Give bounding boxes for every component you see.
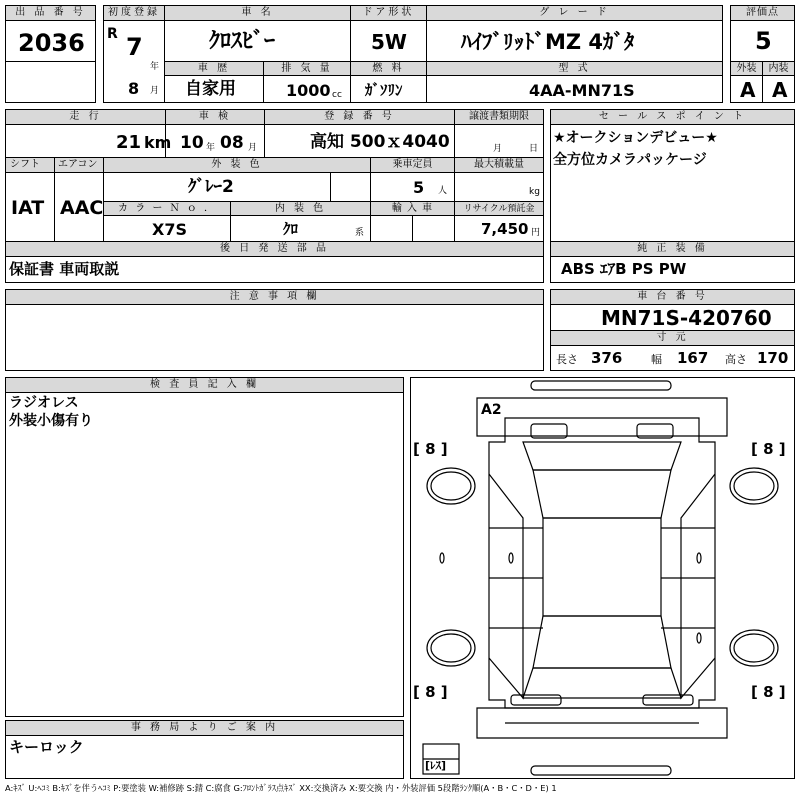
sales-point-line-2: 全方位カメラパッケージ xyxy=(553,152,707,168)
chassis-cell xyxy=(550,304,795,331)
import-divider xyxy=(412,215,413,242)
genuine-equipment: ABS ｴｱB PS PW xyxy=(561,260,687,278)
transfer-deadline-header: 譲渡書類期限 xyxy=(454,109,544,125)
inspection-header: 車 検 xyxy=(165,109,265,125)
grade-header: グ レ ー ド xyxy=(426,5,723,21)
history-header: 車 歴 xyxy=(164,61,264,76)
inspector-note-1: ラジオレス xyxy=(9,395,79,411)
recycle-cell xyxy=(454,215,544,242)
aircon: AAC xyxy=(60,197,104,219)
first-reg-month-unit: 月 xyxy=(150,86,160,96)
sales-point-cell xyxy=(550,124,795,242)
later-parts: 保証書 車両取説 xyxy=(9,260,120,278)
fuel: ｶﾞｿﾘﾝ xyxy=(365,81,403,99)
recycle-header: リサイクル預託金 xyxy=(454,201,544,216)
max-load-header: 最大積載量 xyxy=(454,157,544,173)
registration-cell xyxy=(264,124,455,158)
first-reg-year-unit: 年 xyxy=(150,62,160,72)
chassis-header: 車 台 番 号 xyxy=(550,289,795,305)
ext-color-header: 外 装 色 xyxy=(103,157,371,173)
transfer-month-unit: 月 xyxy=(493,144,503,154)
exterior-score: A xyxy=(740,78,756,102)
notes-cell xyxy=(5,304,544,371)
door: 5W xyxy=(371,30,407,54)
genuine-equipment-cell xyxy=(550,256,795,283)
first-reg-cell xyxy=(103,20,165,103)
exterior-header: 外装 xyxy=(730,61,763,76)
fuel-header: 燃 料 xyxy=(350,61,427,76)
first-reg-header: 初度登録 xyxy=(103,5,165,21)
score-cell xyxy=(730,20,795,62)
model-code-header: 型 式 xyxy=(426,61,723,76)
history: 自家用 xyxy=(185,79,236,99)
model-code: 4AA-MN71S xyxy=(529,81,635,100)
height-label: 高さ xyxy=(725,353,747,366)
inspector-cell xyxy=(5,392,404,717)
history-cell xyxy=(164,75,264,103)
capacity: 5 xyxy=(413,178,425,197)
spare-tire: [ﾚｽ] xyxy=(425,759,447,772)
mileage-header: 走 行 xyxy=(5,109,166,125)
inspector-header: 検 査 員 記 入 欄 xyxy=(5,377,404,393)
displacement-header: 排 気 量 xyxy=(263,61,351,76)
first-reg-era: R xyxy=(107,26,118,42)
inspection-cell xyxy=(165,124,265,158)
height: 170 xyxy=(757,349,789,367)
max-load-unit: kg xyxy=(529,187,540,197)
capacity-header: 乗車定員 xyxy=(370,157,455,173)
shift-header: シフト xyxy=(5,157,55,173)
mileage-cell xyxy=(5,124,172,158)
car-diagram xyxy=(411,378,794,778)
color-no: X7S xyxy=(152,220,187,239)
tire-front-right: [ 8 ] xyxy=(751,440,786,458)
width-label: 幅 xyxy=(651,353,662,366)
office-notice: キーロック xyxy=(9,738,84,756)
displacement: 1000 xyxy=(286,81,331,100)
capacity-cell xyxy=(370,172,455,202)
color-no-cell xyxy=(103,215,231,242)
transfer-day-unit: 日 xyxy=(529,144,539,154)
grade-cell xyxy=(426,20,723,62)
lot-no-header: 出 品 番 号 xyxy=(5,5,96,21)
registration-no: 高知 500ｘ4040 xyxy=(310,132,450,152)
inspection-month: 08 xyxy=(220,133,244,153)
inspector-note-2: 外装小傷有り xyxy=(9,413,93,429)
inspection-month-unit: 月 xyxy=(248,143,258,153)
width: 167 xyxy=(677,349,709,367)
dimensions-header: 寸 元 xyxy=(550,330,795,346)
sales-point-line-1: ★オークションデビュー★ xyxy=(553,130,718,146)
registration-header: 登 録 番 号 xyxy=(264,109,455,125)
int-color-unit: 系 xyxy=(355,228,365,238)
later-parts-header: 後 日 発 送 部 品 xyxy=(5,241,544,257)
dimensions-cell xyxy=(550,345,795,371)
office-notice-cell xyxy=(5,735,404,779)
legend: A:ｷｽﾞ U:ﾍｺﾐ B:ｷｽﾞを伴うﾍｺﾐ P:要塗装 W:補修跡 S:錆 C:腐食 G:ﾌﾛﾝﾄｶﾞﾗｽ点ｷｽﾞ XX:交換済み X:要交換 内・外装評価 5段階ﾗﾝｸ順(A・B・C・D・E) 1 xyxy=(5,783,557,793)
model-code-cell xyxy=(426,75,723,103)
car-name-cell xyxy=(164,20,351,62)
car-name: ｸﾛｽﾋﾞｰ xyxy=(209,29,276,54)
int-color: ｸﾛ xyxy=(283,220,299,238)
ext-color-divider xyxy=(330,172,331,202)
first-reg-month: 8 xyxy=(128,79,140,98)
first-reg-year: 7 xyxy=(126,33,143,61)
damage-mark-a2: A2 xyxy=(481,402,502,418)
mileage: 21 xyxy=(116,132,142,153)
later-parts-cell xyxy=(5,256,544,283)
office-notice-header: 事 務 局 よ り ご 案 内 xyxy=(5,720,404,736)
fuel-cell xyxy=(350,75,427,103)
tire-front-left: [ 8 ] xyxy=(413,440,448,458)
interior-score: A xyxy=(772,78,788,102)
aircon-cell xyxy=(54,172,104,242)
tire-rear-left: [ 8 ] xyxy=(413,683,448,701)
inspection-year: 10 xyxy=(180,133,204,153)
shift: IAT xyxy=(11,197,45,219)
aircon-header: エアコン xyxy=(54,157,104,173)
interior-header: 内装 xyxy=(762,61,795,76)
car-name-header: 車 名 xyxy=(164,5,351,21)
chassis-no: MN71S-420760 xyxy=(601,306,772,330)
displacement-cell xyxy=(263,75,351,103)
grade: ﾊｲﾌﾞﾘｯﾄﾞMZ 4ｶﾞﾀ xyxy=(461,30,635,54)
interior-cell xyxy=(762,75,795,103)
int-color-header: 内 装 色 xyxy=(230,201,371,216)
int-color-cell xyxy=(230,215,371,242)
score-header: 評価点 xyxy=(730,5,795,21)
notes-header: 注 意 事 項 欄 xyxy=(5,289,544,305)
tire-rear-right: [ 8 ] xyxy=(751,683,786,701)
exterior-cell xyxy=(730,75,763,103)
ext-color: ｸﾞﾚｰ2 xyxy=(188,177,234,197)
mileage-unit: km xyxy=(144,133,172,152)
inspection-year-unit: 年 xyxy=(206,143,216,153)
recycle-unit: 円 xyxy=(531,228,541,238)
import-header: 輸 入 車 xyxy=(370,201,455,216)
lot-no: 2036 xyxy=(18,29,85,57)
door-header: ドア形状 xyxy=(350,5,427,21)
max-load-cell xyxy=(454,172,544,202)
lot-no-blank xyxy=(5,61,96,103)
car-diagram-panel xyxy=(410,377,795,779)
length-label: 長さ xyxy=(556,353,578,366)
door-cell xyxy=(350,20,427,62)
lot-no-cell xyxy=(5,20,96,62)
shift-cell xyxy=(5,172,55,242)
length: 376 xyxy=(591,349,623,367)
sales-point-header: セ ー ル ス ポ イ ン ト xyxy=(550,109,795,125)
displacement-unit: cc xyxy=(332,90,342,100)
capacity-unit: 人 xyxy=(438,186,448,196)
recycle: 7,450 xyxy=(481,220,529,238)
color-no-header: カ ラ ー Ｎ ｏ ． xyxy=(103,201,231,216)
genuine-equipment-header: 純 正 装 備 xyxy=(550,241,795,257)
transfer-deadline-cell xyxy=(454,124,544,158)
score: 5 xyxy=(755,27,772,55)
